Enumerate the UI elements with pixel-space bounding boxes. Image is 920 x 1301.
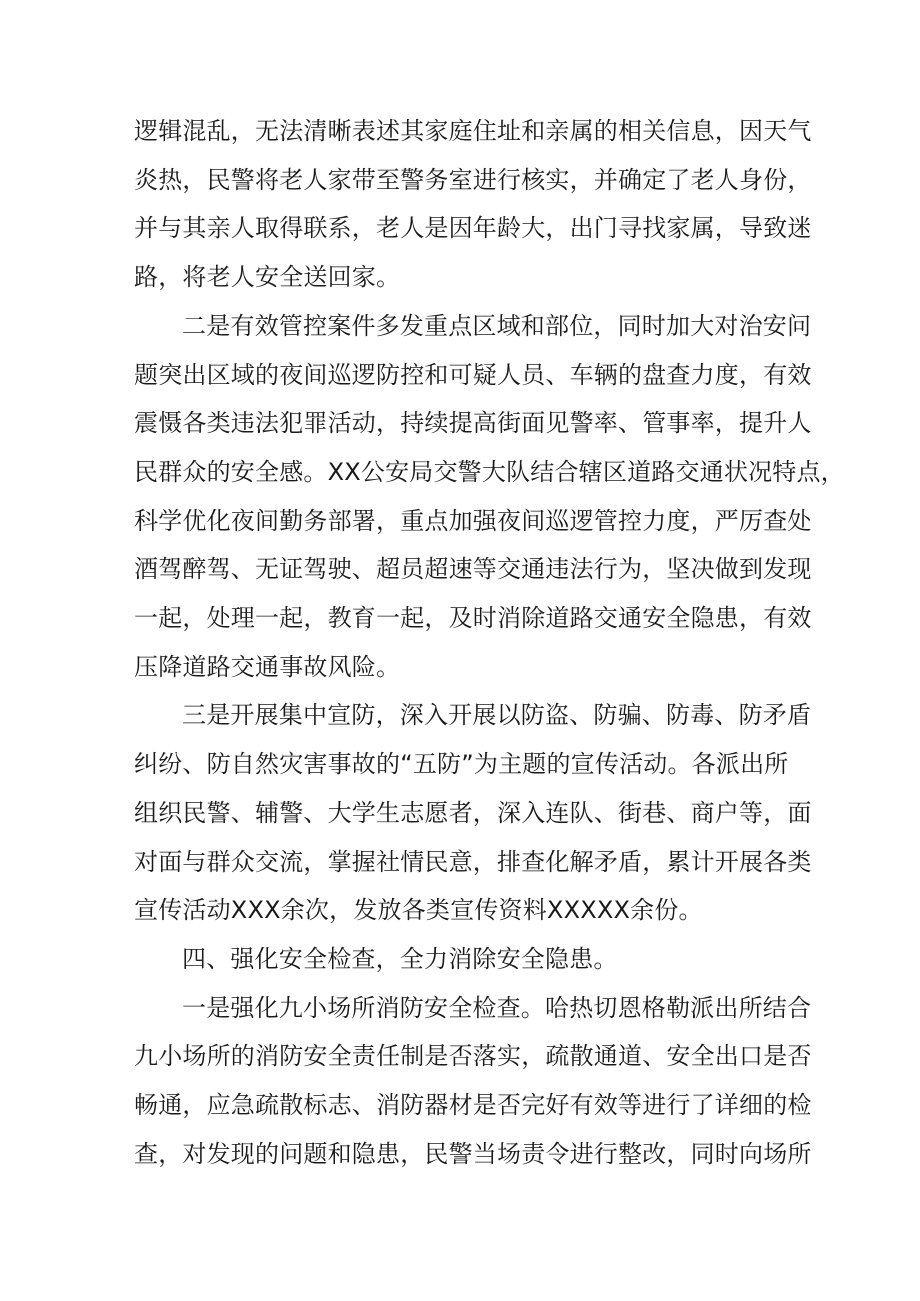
text-line: 一是强化九小场所消防安全检查。哈热切恩格勒派出所结合 [182, 993, 812, 1022]
text-line: 一起，处理一起，教育一起，及时消除道路交通安全隐患，有效 [134, 604, 812, 633]
text-line: 宣传活动XXX余次，发放各类宣传资料XXXXX余份。 [134, 896, 703, 925]
text-line: 路，将老人安全送回家。 [134, 263, 401, 292]
text-line: 民群众的安全感。XX公安局交警大队结合辖区道路交通状况特点， [134, 457, 845, 486]
text-line: 畅通，应急疏散标志、消防器材是否完好有效等进行了详细的检 [134, 1091, 812, 1120]
document-body [134, 107, 845, 1178]
text-line: 组织民警、辅警、大学生志愿者，深入连队、街巷、商户等，面 [134, 798, 812, 827]
text-line: 酒驾醉驾、无证驾驶、超员超速等交通违法行为，坚决做到发现 [134, 555, 812, 584]
text-line: 炎热，民警将老人家带至警务室进行核实，并确定了老人身份， [134, 165, 812, 194]
paragraph-1 [134, 107, 814, 302]
text-line: 并与其亲人取得联系，老人是因年龄大，出门寻找家属，导致迷 [134, 214, 812, 243]
text-line: 题突出区域的夜间巡逻防控和可疑人员、车辆的盘查力度，有效 [134, 360, 812, 389]
text-line: 震慑各类违法犯罪活动，持续提高街面见警率、管事率，提升人 [134, 409, 812, 438]
text-line: 查，对发现的问题和隐患，民警当场责令进行整改，同时向场所 [134, 1139, 812, 1168]
paragraph-3 [134, 691, 814, 935]
paragraph-2 [134, 302, 845, 692]
section-heading [134, 935, 814, 984]
text-line: 三是开展集中宣防，深入开展以防盗、防骗、防毒、防矛盾 [182, 701, 812, 730]
text-line: 科学优化夜间勤务部署，重点加强夜间巡逻管控力度，严厉查处 [134, 506, 812, 535]
text-line: 纠纷、防自然灾害事故的“五防”为主题的宣传活动。各派出所 [134, 750, 789, 779]
paragraph-5 [134, 984, 814, 1179]
text-line: 二是有效管控案件多发重点区域和部位，同时加大对治安问 [182, 311, 812, 340]
text-line: 四、强化安全检查，全力消除安全隐患。 [182, 944, 618, 973]
text-line: 九小场所的消防安全责任制是否落实，疏散通道、安全出口是否 [134, 1042, 812, 1071]
text-line: 逻辑混乱，无法清晰表述其家庭住址和亲属的相关信息，因天气 [134, 117, 812, 145]
text-line: 压降道路交通事故风险。 [134, 652, 401, 681]
text-line: 对面与群众交流，掌握社情民意，排查化解矛盾，累计开展各类 [134, 847, 812, 876]
